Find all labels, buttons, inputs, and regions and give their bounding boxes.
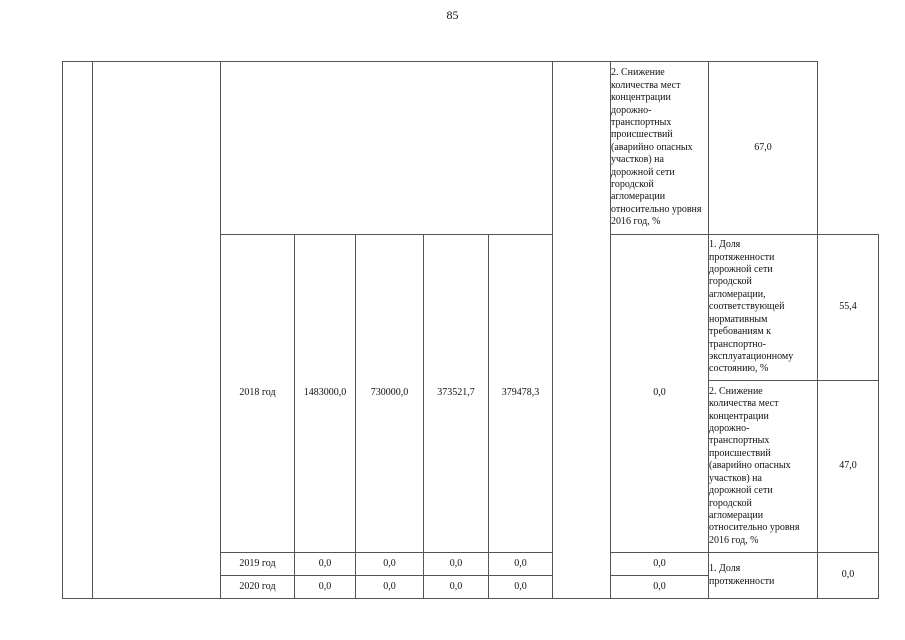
value-cell: 0,0 — [424, 553, 489, 576]
indicator-text-line: транспортных — [709, 435, 770, 447]
page-number: 85 — [446, 8, 459, 22]
indicator-text-line: агломерации, — [709, 288, 766, 300]
value-cell: 730000,0 — [356, 235, 424, 553]
indicator-text-line: 2. Снижение — [611, 67, 665, 79]
indicator-text-line: количества мест — [611, 79, 681, 91]
value-cell: 0,0 — [489, 576, 553, 599]
indicator-text-line: транспортных — [611, 116, 672, 128]
value-cell: 0,0 — [611, 553, 709, 576]
responsible-cell — [553, 62, 611, 599]
table-row — [63, 62, 879, 235]
indicator-text-line: относительно уровня — [709, 522, 800, 534]
indicator-text-line: концентрации — [709, 410, 769, 422]
indicator-value-cell: 67,0 — [709, 62, 818, 235]
value-cell: 0,0 — [356, 576, 424, 599]
indicator-text-line: 2016 год, % — [611, 216, 661, 228]
value-cell: 0,0 — [424, 576, 489, 599]
value-cell: 0,0 — [489, 553, 553, 576]
indicator-text-line: относительно уровня — [611, 203, 702, 215]
indicator-text-line: (аварийно опасных — [611, 141, 693, 153]
indicator-text-line: 2016 год, % — [709, 534, 759, 546]
year-cell: 2019 год — [221, 553, 295, 576]
indicator-value-cell: 47,0 — [818, 381, 879, 553]
indicator-text-line: дорожной сети — [611, 166, 675, 178]
value-cell: 0,0 — [295, 576, 356, 599]
indicator-text-line: соответствующей — [709, 301, 785, 313]
indicator-name-cell — [709, 381, 818, 553]
indicator-text-line: (аварийно опасных — [709, 460, 791, 472]
indicator-text-line: транспортно- — [709, 338, 766, 350]
indicator-name-cell — [611, 62, 709, 235]
indicator-text-line: происшествий — [709, 447, 771, 459]
indicator-text-line: дорожно- — [709, 423, 750, 435]
indicator-text-line: участков) на — [611, 154, 664, 166]
indicator-text-line: состоянию, % — [709, 363, 769, 375]
indicator-name-cell — [709, 553, 818, 599]
indicator-text-line: участков) на — [709, 472, 762, 484]
value-cell: 0,0 — [611, 576, 709, 599]
indicator-text-line: городской — [611, 179, 654, 191]
indicator-text-line: требованиям к — [709, 326, 772, 338]
indicator-text-line: количества мест — [709, 398, 779, 410]
indicator-value-cell: 55,4 — [818, 235, 879, 381]
indicator-text-line: протяженности — [709, 251, 775, 263]
value-cell: 0,0 — [295, 553, 356, 576]
year-cell: 2020 год — [221, 576, 295, 599]
program-table — [62, 61, 879, 599]
indicator-text-line: дорожной сети — [709, 264, 773, 276]
empty-cell — [221, 62, 553, 235]
indicator-text-line: концентрации — [611, 92, 671, 104]
indicator-text-line: дорожно- — [611, 104, 652, 116]
value-cell: 373521,7 — [424, 235, 489, 553]
indicator-text-line: дорожной сети — [709, 485, 773, 497]
indicator-text-line: происшествий — [611, 129, 673, 141]
value-cell: 379478,3 — [489, 235, 553, 553]
indicator-text-line: эксплуатационному — [709, 350, 794, 362]
indicator-text-line: протяженности — [709, 575, 775, 587]
indicator-text-line: агломерации — [611, 191, 666, 203]
indicator-text-line: 1. Доля — [709, 239, 741, 251]
value-cell: 0,0 — [356, 553, 424, 576]
indicator-text-line: нормативным — [709, 313, 768, 325]
indicator-text-line: городской — [709, 276, 752, 288]
value-cell: 1483000,0 — [295, 235, 356, 553]
name-cell — [93, 62, 221, 599]
indicator-name-cell — [709, 235, 818, 381]
number-cell — [63, 62, 93, 599]
indicator-text-line: агломерации — [709, 509, 764, 521]
indicator-text-line: 2. Снижение — [709, 385, 763, 397]
year-cell: 2018 год — [221, 235, 295, 553]
value-cell: 0,0 — [611, 235, 709, 553]
indicator-text-line: 1. Доля — [709, 563, 741, 575]
indicator-text-line: городской — [709, 497, 752, 509]
indicator-value-cell: 0,0 — [818, 553, 879, 599]
